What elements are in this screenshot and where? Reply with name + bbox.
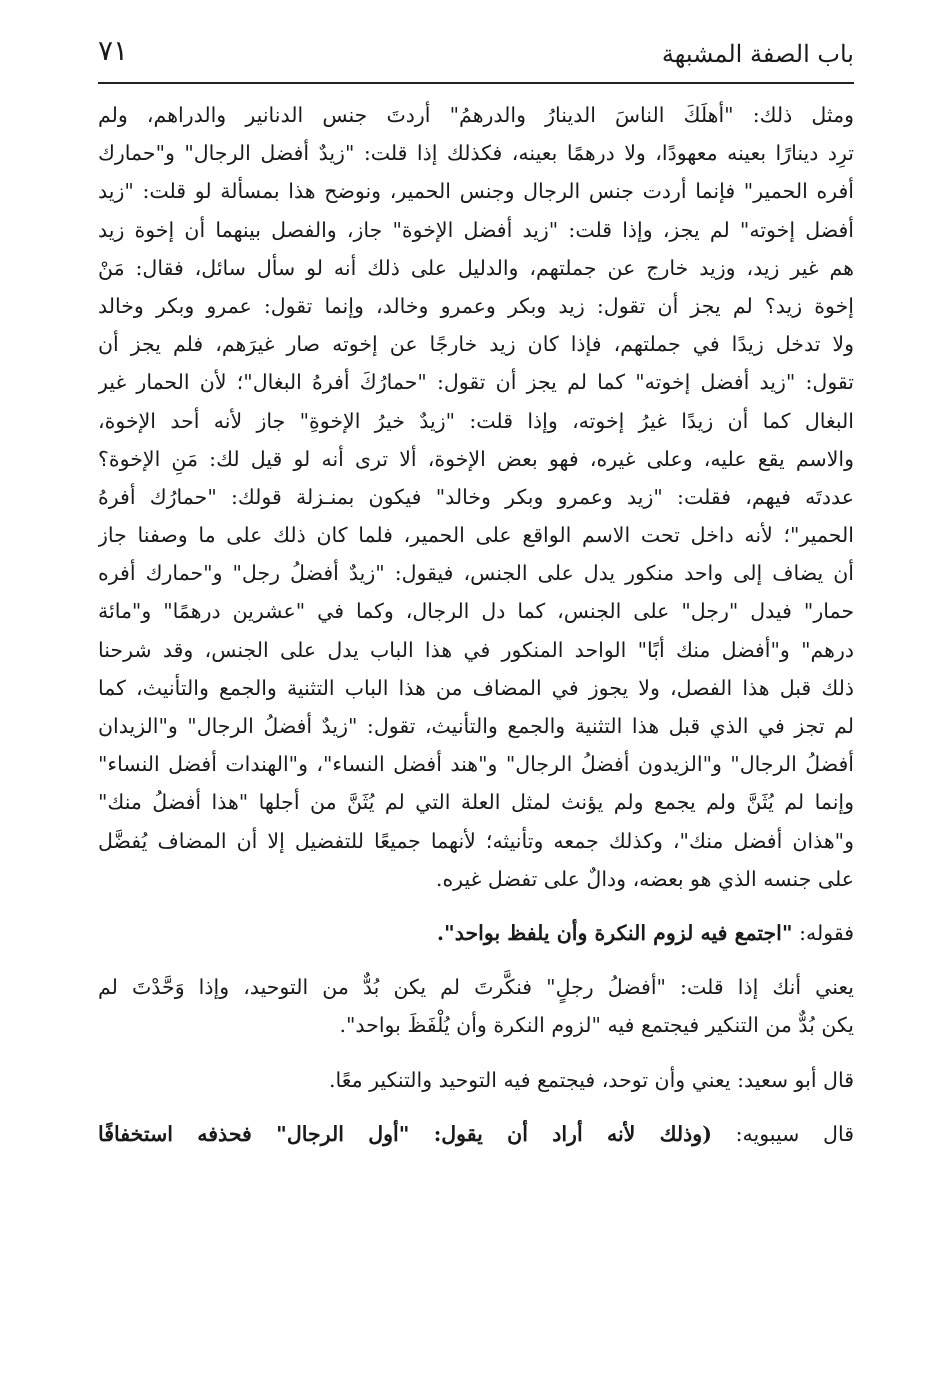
text-line: أفضلُ الرجال" و"الزيدون أفضلُ الرجال" و"هند أفضل النساء"، و"الهندات أفضل النساء" [98,752,854,777]
sibawayh-prefix: قال سيبويه: [711,1121,854,1146]
running-title: باب الصفة المشبهة [661,40,854,68]
text-line: عددتَه فيهم، فقلت: "زيد وعمرو وبكر وخالد" فيكون بمنـزلة قولك: "حمارُك أفرهُ [98,484,854,509]
text-line: البغال كما أن زيدًا غيرُ إخوته، وإذا قلت: "زيدٌ خيرُ الإخوةِ" جاز لأنه أحد الإخوة، [98,408,854,433]
text-line: إخوة زيد؟ لم يجز أن تقول: زيد وبكر وعمرو وخالد، وإنما تقول: عمرو وبكر وخالد [98,293,854,318]
paragraph-4 [98,1115,854,1153]
quote-prefix: فقوله: [792,920,854,945]
paragraph-gap [98,1045,854,1061]
page-number: ٧١ [98,34,129,67]
text-line: وإنما لم يُثَنَّ ولم يجمع ولم يؤنث لمثل العلة التي لم يُثَنَّ من أجلها "هذا أفضلُ منك" [98,790,854,815]
text-line: درهم" و"أفضل منك أبًا" الواحد المنكور في هذا الباب يدل على الجنس، وقد شرحنا [98,637,854,662]
text-line: أن يضاف إلى واحد منكور يدل على الجنس، فيقول: "زيدٌ أفضلُ رجل" و"حمارك أفره [98,561,854,586]
quoted-text: "اجتمع فيه لزوم النكرة وأن يلفظ بواحد". [436,920,793,945]
text-line: ذلك قبل هذا الفصل، ولا يجوز في المضاف من هذا الباب التثنية والجمع والتأنيث، كما [98,675,854,700]
paragraph-3: قال أبو سعيد: يعني وأن توحد، فيجتمع فيه التوحيد والتنكير معًا. [328,1067,854,1092]
text-line: يعني أنك إذا قلت: "أفضلُ رجلٍ" فنكَّرتَ لم يكن بُدٌّ من التوحيد، وإذا وَحَّدْتَ لم [98,975,854,1000]
quote-line [98,914,854,952]
paragraph-1 [98,96,854,898]
text-line: على جنسه الذي هو بعضه، ودالٌ على تفضل غيره. [435,866,854,891]
text-line: لم تجز في الذي قبل هذا التثنية والجمع والتأنيث، تقول: "زيدٌ أفضلُ الرجال" و"الزيدان [98,714,854,738]
paragraph-gap [98,952,854,968]
paragraph-2 [98,968,854,1044]
text-line: هم غير زيد، وزيد خارج عن جملتهم، والدليل على ذلك أنه لو سأل سائل، فقال: مَنْ [98,255,854,280]
text-line: ومثل ذلك: "أهلَكَ الناسَ الدينارُ والدرهمُ" أردتَ جنس الدنانير والدراهم، ولم [98,103,854,127]
text-line: حمار" فيدل "رجل" على الجنس، كما دل الرجال، وكما في "عشرين درهمًا" و"مائة [98,599,854,624]
text-line: ولا تدخل زيدًا في جملتهم، فإذا كان زيد خارجًا عن إخوته صار غيرَهم، فلم يجز أن [98,332,854,357]
text-line: أفره الحمير" فإنما أردت جنس الرجال وجنس الحمير، ونوضح هذا بمسألة لو قلت: "زيد [98,179,854,204]
text-line: تقول: "زيد أفضل إخوته" كما لم يجز أن تقول: "حمارُكَ أفرهُ البغال"؛ لأن الحمار غير [98,370,854,395]
sibawayh-quote: (وذلك لأنه أراد أن يقول: "أول الرجال" فحذفه استخفافًا [98,1121,712,1146]
page-header [98,30,854,84]
text-line: يكن بُدٌّ من التنكير فيجتمع فيه "لزوم النكرة وأن يُلْفَظَ بواحد". [339,1013,854,1038]
text-line: أفضل إخوته" لم يجز، وإذا قلت: "زيد أفضل الإخوة" جاز، والفصل بينهما أن إخوة زيد [98,217,854,242]
text-line: ترِد دينارًا بعينه معهودًا، ولا درهمًا بعينه، فكذلك إذا قلت: "زيدٌ أفضل الرجال" و"حمارك [98,141,854,166]
paragraph-gap [98,1099,854,1115]
text-line: و"هذان أفضل منك"، وكذلك جمعه وتأنيثه؛ لأنهما جميعًا للتفضيل إلا أن المضاف يُفضَّل [98,828,854,853]
text-line: الحمير"؛ لأنه داخل تحت الاسم الواقع على الحمير، فلما كان ذلك على ما وصفنا جاز [98,523,854,548]
paragraph-gap [98,898,854,914]
page-body [98,96,854,1153]
text-line: والاسم يقع عليه، وعلى غيره، فهو بعض الإخوة، ألا ترى أنه لو قيل لك: مَنِ الإخوة؟ [98,446,854,471]
